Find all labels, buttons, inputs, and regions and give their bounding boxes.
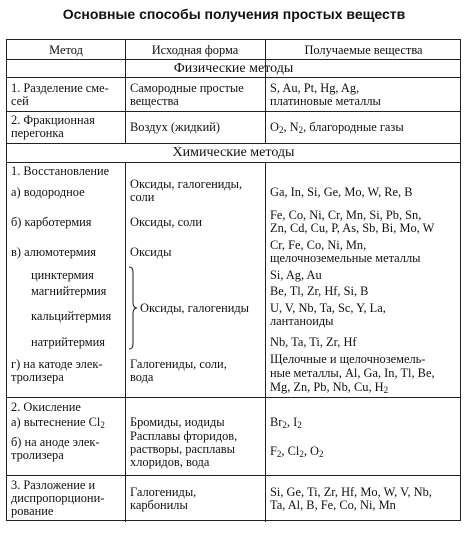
r3v-product: щелочноземельные металлы <box>270 251 421 265</box>
r3-sub-source: Оксиды, галогениды <box>140 301 249 315</box>
r2-method: 2. Фракционная <box>11 113 95 127</box>
r5-method: диспропорциони- <box>11 491 105 505</box>
r1-product: платиновые металлы <box>270 94 381 108</box>
r3b-product: Fe, Co, Ni, Cr, Mn, Si, Pb, Sn, <box>270 208 422 222</box>
r3b-method: б) карботермия <box>11 215 92 229</box>
r3g-method: тролизера <box>11 370 64 384</box>
row-divider <box>7 143 460 144</box>
r5-source: карбонилы <box>130 498 188 512</box>
r1-product: S, Au, Pt, Hg, Ag, <box>270 81 360 95</box>
r3v-product: Cr, Fe, Co, Ni, Mn, <box>270 238 367 252</box>
r4a-source: Бромиды, иодиды <box>130 415 225 429</box>
header-source: Исходная форма <box>151 43 239 57</box>
r3-mag-method: магнийтермия <box>31 284 107 298</box>
section-chemical: Химические методы <box>172 145 295 160</box>
r4b-source: хлоридов, вода <box>130 455 210 469</box>
row-divider <box>7 475 460 476</box>
r3-ca-product: лантаноиды <box>270 314 334 328</box>
r3a-source: соли <box>130 190 155 204</box>
brace-icon <box>127 266 139 350</box>
r5-product: Ta, Al, B, Fe, Co, Ni, Mn <box>270 498 396 512</box>
r3-heading: 1. Восстановление <box>11 164 110 178</box>
r4b-method: б) на аноде элек- <box>11 435 100 449</box>
r5-source: Галогениды, <box>130 485 197 499</box>
r3b-product: Zn, Cd, Cu, P, As, Sb, Bi, Mo, W <box>270 221 435 235</box>
row-divider <box>7 77 460 78</box>
row-divider <box>7 111 460 112</box>
col-divider <box>265 77 266 143</box>
r4b-product: $F_2$, $Cl_2$, $O_2$ <box>270 444 324 459</box>
r3v-method: в) алюмотермия <box>11 245 96 259</box>
r2-product: $O_2$, $N_2$, благородные газы <box>270 120 404 135</box>
r3g-product: Щелочные и щелочноземель- <box>270 352 426 366</box>
r1-method: 1. Разделение сме- <box>11 81 109 95</box>
r3a-method: а) водородное <box>11 185 85 199</box>
r3-ca-method: кальцийтермия <box>31 309 112 323</box>
r3a-product: Ga, In, Si, Ge, Mo, W, Re, B <box>270 185 413 199</box>
r3-na-method: натрийтермия <box>31 335 105 349</box>
r3-zinc-method: цинктермия <box>31 268 94 282</box>
r3-zinc-product: Si, Ag, Au <box>270 268 322 282</box>
r3g-product: Mg, Zn, Pb, Nb, Cu, $H_2$ <box>270 380 389 395</box>
r4b-method: тролизера <box>11 448 64 462</box>
row-divider <box>7 59 460 60</box>
r3v-source: Оксиды <box>130 245 172 259</box>
r3-ca-product: U, V, Nb, Ta, Sc, Y, La, <box>270 301 386 315</box>
page-title: Основные способы получения простых веществ <box>62 6 406 22</box>
section-physical: Физические методы <box>173 61 294 76</box>
methods-table <box>6 39 461 521</box>
header-method: Метод <box>49 43 83 57</box>
r2-source: Воздух (жидкий) <box>130 120 220 134</box>
r4a-product: $Br_2$, $I_2$ <box>270 415 302 430</box>
r4a-method: а) вытеснение $Cl_2$ <box>11 415 105 430</box>
header-product: Получаемые вещества <box>304 43 423 57</box>
r3-mag-product: Be, Tl, Zr, Hf, Si, B <box>270 284 369 298</box>
r3g-source: вода <box>130 370 154 384</box>
col-divider <box>265 162 266 522</box>
col-divider <box>125 77 126 143</box>
r3b-source: Оксиды, соли <box>130 215 202 229</box>
r5-method: рование <box>11 504 54 518</box>
r4b-source: растворы, расплавы <box>130 442 235 456</box>
r5-product: Si, Ge, Ti, Zr, Hf, Mo, W, V, Nb, <box>270 485 432 499</box>
r3a-source: Оксиды, галогениды, <box>130 177 243 191</box>
r4-heading: 2. Окисление <box>11 400 81 414</box>
r3-na-product: Nb, Ta, Ti, Zr, Hf <box>270 335 357 349</box>
row-divider <box>7 162 460 163</box>
r1-source: Самородные простые <box>130 81 244 95</box>
row-divider <box>7 397 460 398</box>
r3g-source: Галогениды, соли, <box>130 357 227 371</box>
r1-method: сей <box>11 94 29 108</box>
col-divider <box>125 162 126 522</box>
r4b-source: Расплавы фторидов, <box>130 429 238 443</box>
r3g-product: ные металлы, Al, Ga, In, Tl, Be, <box>270 366 435 380</box>
r3g-method: г) на катоде элек- <box>11 357 103 371</box>
r2-method: перегонка <box>11 126 64 140</box>
r5-method: 3. Разложение и <box>11 478 96 492</box>
r1-source: вещества <box>130 94 179 108</box>
